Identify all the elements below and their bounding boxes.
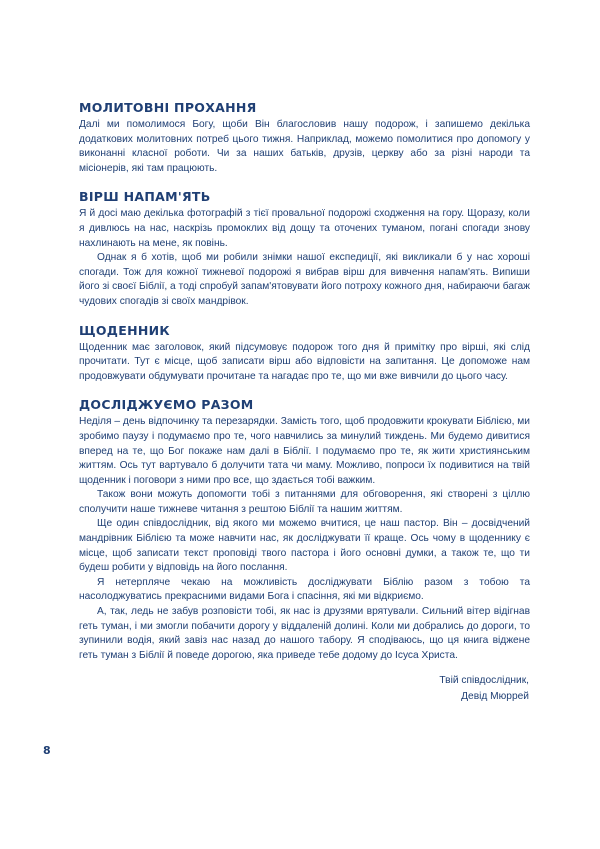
paragraph: Я нетерпляче чекаю на можливість досліджувати Біблію разом з тобою та насолоджуватись прекрасними видами Бога і спасіння, які ми відкриємо. [79, 576, 530, 603]
paragraph: Неділя – день відпочинку та перезарядки. Замість того, щоб продовжити крокувати Біблією, ми зробимо паузу і подумаємо про те, чого навчились за минулий тиждень. Ми будемо дивитися вперед на те, що Бог покаже нам далі в Біблії. І подумаємо про те, як жити християнським життям. Ось тут вартувало б долучити тата чи маму. Можливо, попроси їх подивитися на твій щоденник і поговори з ними про все, що здається тобі важким. [79, 416, 530, 486]
section-journal [79, 323, 530, 385]
paragraph: А, так, ледь не забув розповісти тобі, як нас із друзями врятували. Сильний вітер відігнав геть туман, і ми змогли побачити дорогу у віддаленій долині. Коли ми добрались до дороги, то зупинили водія, який завіз нас назад до нашого табору. Я сподіваюсь, що ця книга віджене геть туман з Біблії й поведе дорогою, яка приведе тебе додому до Ісуса Христа. [79, 606, 530, 661]
paragraph: Далі ми помолимося Богу, щоби Він благословив нашу подорож, і запишемо декілька додаткових молитовних потреб цього тижня. Наприклад, можемо помолитися про допомогу у виконанні класної роботи. Чи за наших батьків, друзів, церкву або за різні народи та місіонерів, які там працюють. [79, 119, 530, 174]
section-explore-together [79, 397, 530, 705]
section-heading: ВІРШ НАПАМ'ЯТЬ [79, 189, 211, 205]
section-heading: ДОСЛІДЖУЄМО РАЗОМ [79, 397, 254, 413]
paragraph: Я й досі маю декілька фотографій з тієї провальної подорожі сходження на гору. Щоразу, коли я дивлюсь на нас, наскрізь промоклих від дощу та оточених туманом, погані спогади знову нахлинають на мене, як повінь. [79, 208, 530, 249]
signoff-closing: Твій співдослідник, [439, 675, 529, 687]
signoff [79, 673, 530, 705]
section-heading: ЩОДЕННИК [79, 322, 170, 338]
section-heading: МОЛИТОВНІ ПРОХАННЯ [79, 100, 257, 115]
paragraph: Також вони можуть допомогти тобі з питаннями для обговорення, які створені з ціллю сполучити наше тижневе читання з рештою Біблії та нашим життям. [79, 489, 530, 515]
signoff-author: Девід Мюррей [461, 691, 529, 703]
paragraph: Ще один співдослідник, від якого ми можемо вчитися, це наш пастор. Він – досвідчений мандрівник Біблією та може навчити нас, як досліджувати її краще. Ось чому в щоденнику є місце, щоб записати текст проповіді твого пастора і його основні думки, а також те, що ти будеш робити у відповідь на його послання. [79, 518, 530, 574]
paragraph: Однак я б хотів, щоб ми робили знімки нашої експедиції, які викликали б у нас хороші спогади. Тож для кожної тижневої подорожі я вибрав вірш для вивчення напам'ять. Випиши його зі своєї Біблії, а тоді спробуй запам'ятовувати його потроху кожного дня, набираючи багаж чудових спогадів зі своїх мандрівок. [79, 252, 530, 307]
page-number: 8 [43, 744, 51, 757]
section-memory-verse [79, 189, 530, 309]
page-content [79, 100, 530, 718]
section-prayer-requests [79, 100, 530, 176]
paragraph: Щоденник має заголовок, який підсумовує подорож того дня й примітку про вірші, які слід прочитати. Тут є місце, щоб записати вірш або відповісти на запитання. Це допоможе нам продовжувати обдумувати прочитане та нагадає про те, що ми вже вивчили до цього часу. [79, 341, 530, 382]
